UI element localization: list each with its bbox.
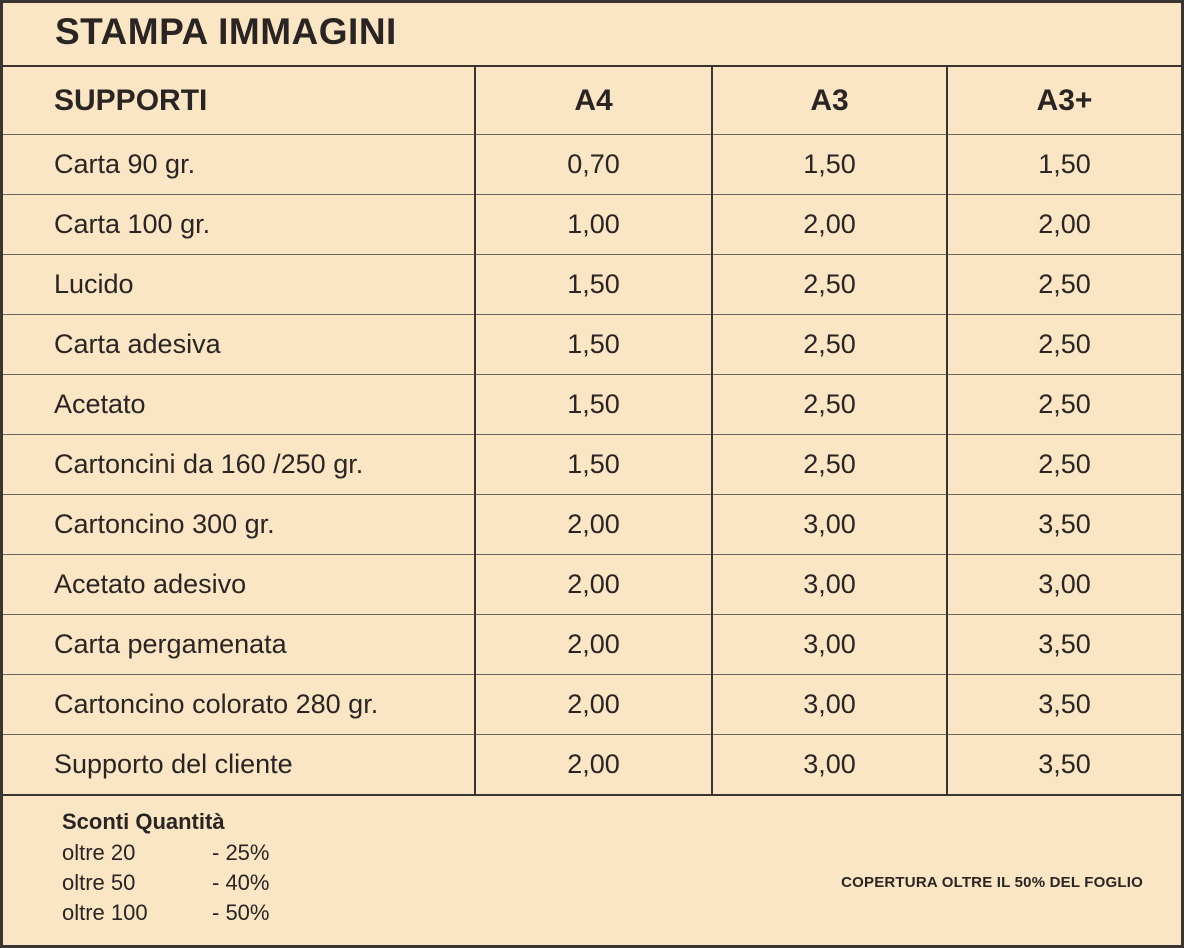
price-a4-cell: 1,50 xyxy=(475,375,712,435)
price-a3plus-cell: 2,50 xyxy=(947,375,1181,435)
price-a3plus-cell: 1,50 xyxy=(947,135,1181,195)
discount-quantity: oltre 100 xyxy=(62,900,148,925)
footer xyxy=(3,798,1181,946)
media-name-cell: Supporto del cliente xyxy=(3,735,475,796)
discount-row xyxy=(62,840,269,866)
price-a4-cell: 0,70 xyxy=(475,135,712,195)
price-a3-cell: 3,00 xyxy=(712,495,947,555)
price-a3-cell: 3,00 xyxy=(712,615,947,675)
price-a3plus-cell: 2,50 xyxy=(947,315,1181,375)
price-a4-cell: 2,00 xyxy=(475,555,712,615)
media-name-cell: Carta 90 gr. xyxy=(3,135,475,195)
price-a3plus-cell: 2,00 xyxy=(947,195,1181,255)
table-row xyxy=(3,495,1181,555)
table-row xyxy=(3,135,1181,195)
price-a3plus-cell: 2,50 xyxy=(947,435,1181,495)
media-name-cell: Acetato xyxy=(3,375,475,435)
table-row xyxy=(3,315,1181,375)
price-a4-cell: 2,00 xyxy=(475,615,712,675)
discount-percent: - 25% xyxy=(212,840,270,865)
page-title: STAMPA IMMAGINI xyxy=(55,11,397,52)
table-row xyxy=(3,735,1181,796)
price-a3-cell: 2,50 xyxy=(712,255,947,315)
table-row xyxy=(3,375,1181,435)
price-a3-cell: 1,50 xyxy=(712,135,947,195)
table-row xyxy=(3,555,1181,615)
table-row xyxy=(3,615,1181,675)
media-name-cell: Cartoncini da 160 /250 gr. xyxy=(3,435,475,495)
media-name-cell: Acetato adesivo xyxy=(3,555,475,615)
column-header-a4: A4 xyxy=(475,67,712,135)
column-header-a3plus: A3+ xyxy=(947,67,1181,135)
price-a4-cell: 1,00 xyxy=(475,195,712,255)
price-a3plus-cell: 3,50 xyxy=(947,495,1181,555)
price-a3-cell: 3,00 xyxy=(712,675,947,735)
price-a3-cell: 3,00 xyxy=(712,555,947,615)
column-header-a3: A3 xyxy=(712,67,947,135)
price-a3plus-cell: 3,50 xyxy=(947,735,1181,796)
discount-row xyxy=(62,900,269,926)
discount-quantity: oltre 20 xyxy=(62,840,136,865)
table-header-row xyxy=(3,67,1181,135)
price-a3-cell: 2,50 xyxy=(712,315,947,375)
media-name-cell: Lucido xyxy=(3,255,475,315)
price-a3plus-cell: 2,50 xyxy=(947,255,1181,315)
price-a3-cell: 3,00 xyxy=(712,735,947,796)
media-name-cell: Carta 100 gr. xyxy=(3,195,475,255)
table-row xyxy=(3,195,1181,255)
media-name-cell: Cartoncino 300 gr. xyxy=(3,495,475,555)
price-a4-cell: 1,50 xyxy=(475,255,712,315)
table-row xyxy=(3,675,1181,735)
media-name-cell: Carta pergamenata xyxy=(3,615,475,675)
table-row xyxy=(3,435,1181,495)
price-a3-cell: 2,50 xyxy=(712,435,947,495)
price-a3-cell: 2,00 xyxy=(712,195,947,255)
media-name-cell: Cartoncino colorato 280 gr. xyxy=(3,675,475,735)
discount-quantity: oltre 50 xyxy=(62,870,136,895)
price-a3-cell: 2,50 xyxy=(712,375,947,435)
discount-percent: - 40% xyxy=(212,870,270,895)
price-a3plus-cell: 3,50 xyxy=(947,675,1181,735)
coverage-note: COPERTURA OLTRE IL 50% DEL FOGLIO xyxy=(841,874,1143,891)
price-a4-cell: 2,00 xyxy=(475,495,712,555)
discount-percent: - 50% xyxy=(212,900,270,925)
price-a4-cell: 2,00 xyxy=(475,735,712,796)
price-a3plus-cell: 3,50 xyxy=(947,615,1181,675)
column-header-supporti: SUPPORTI xyxy=(3,67,475,135)
price-a4-cell: 2,00 xyxy=(475,675,712,735)
price-table xyxy=(3,67,1181,796)
price-a3plus-cell: 3,00 xyxy=(947,555,1181,615)
title-bar xyxy=(3,3,1181,67)
price-a4-cell: 1,50 xyxy=(475,315,712,375)
table-row xyxy=(3,255,1181,315)
discounts-title: Sconti Quantità xyxy=(62,809,225,834)
price-a4-cell: 1,50 xyxy=(475,435,712,495)
media-name-cell: Carta adesiva xyxy=(3,315,475,375)
discount-row xyxy=(62,870,269,896)
